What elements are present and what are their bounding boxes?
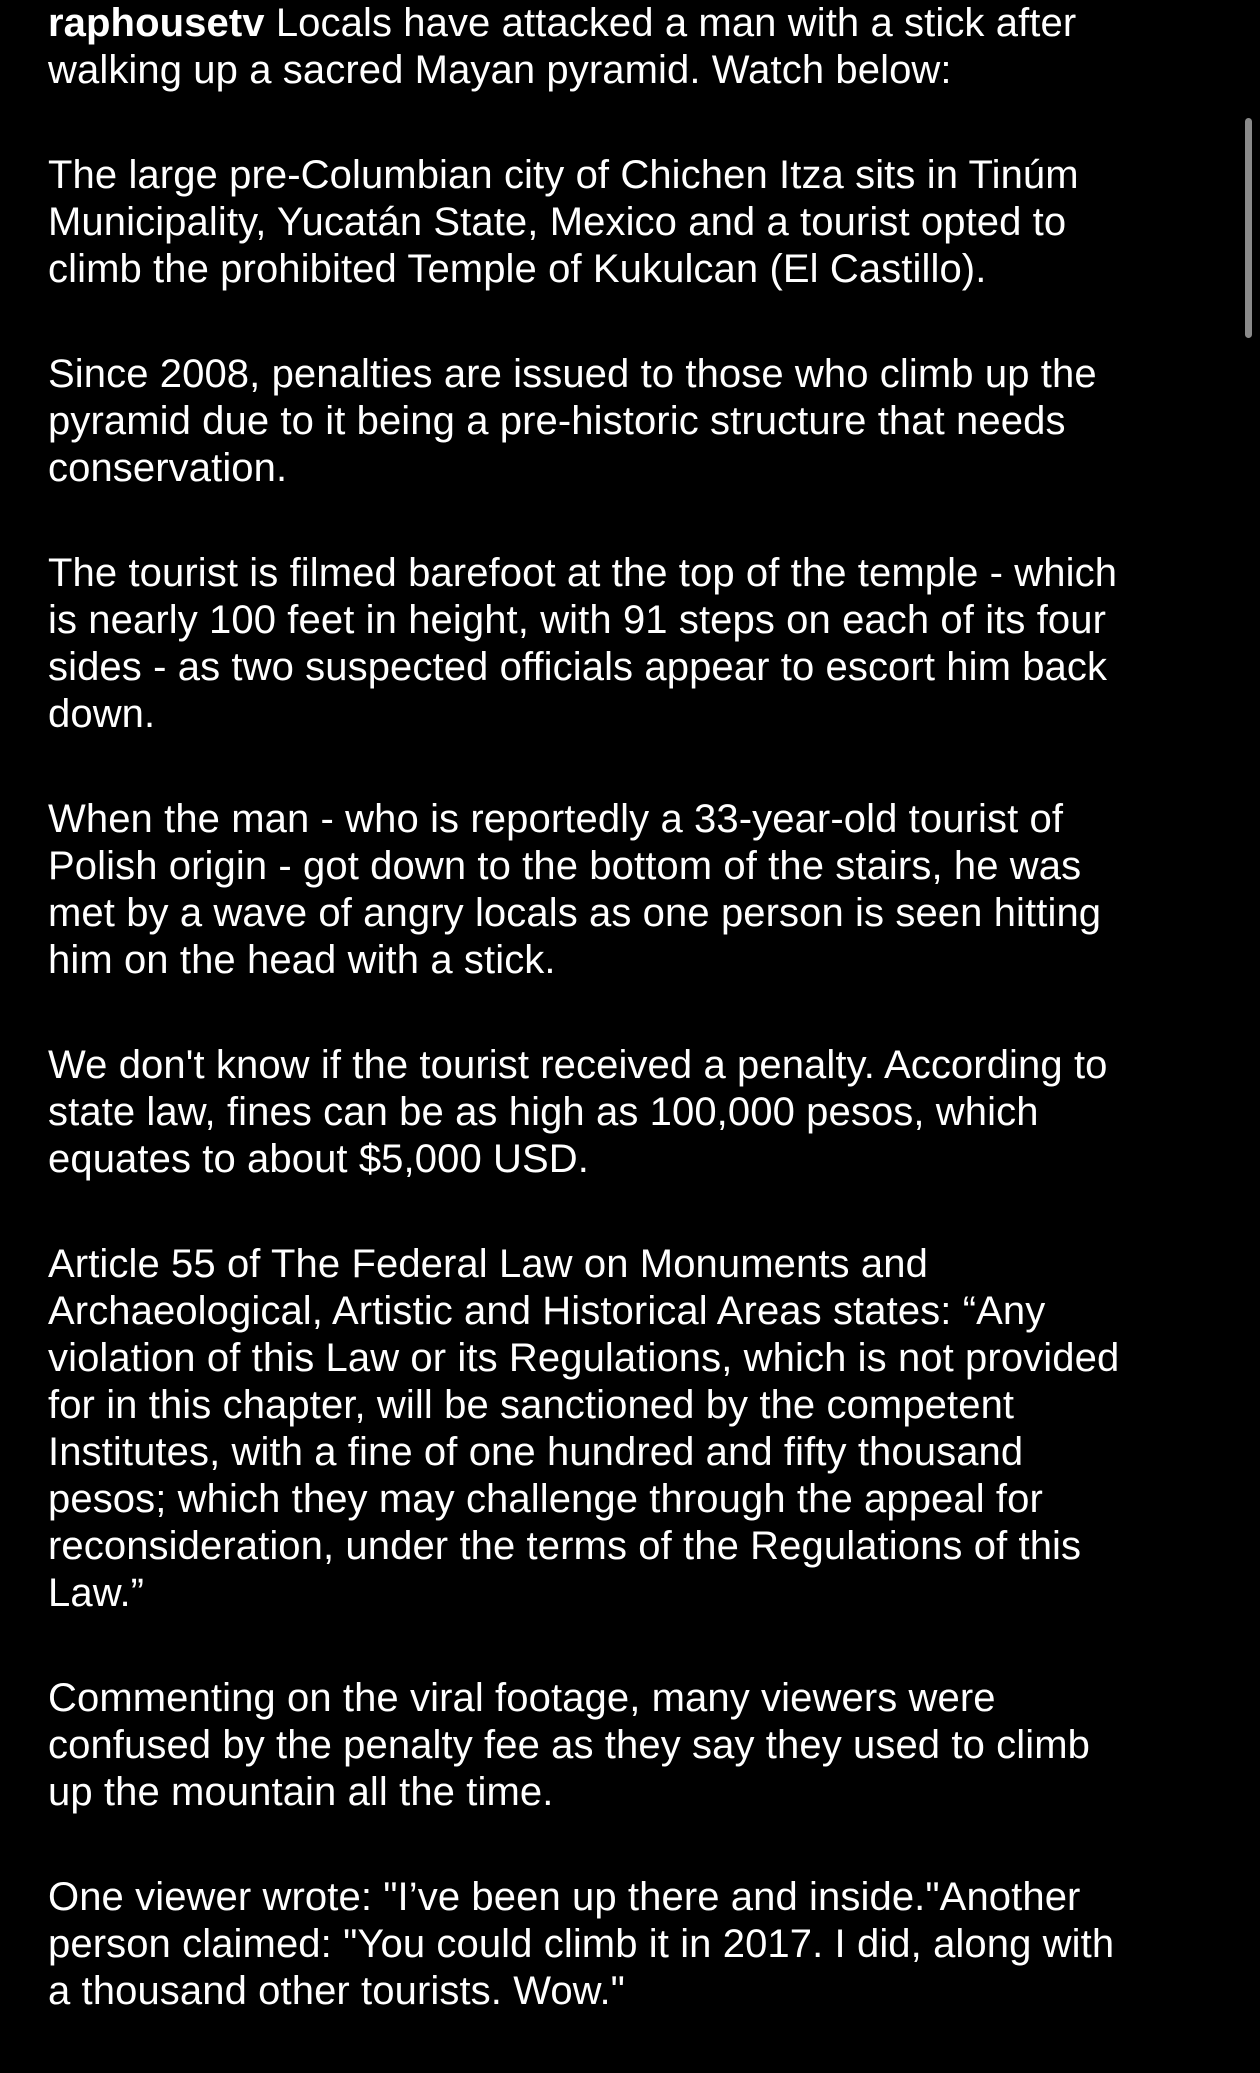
caption-paragraph: When the man - who is reportedly a 33-year-old tourist of Polish origin - got down to the bottom of the stairs, he was met by a wave of angry locals as one person is seen hitting him on the head with a stick. — [48, 797, 1102, 982]
caption-headline — [48, 0, 1218, 94]
post-caption — [48, 0, 1218, 2073]
caption-paragraph: The large pre-Columbian city of Chichen Itza sits in Tinúm Municipality, Yucatán State, Mexico and a tourist opted to climb the prohibited Temple of Kukulcan (El Castillo). — [48, 153, 1079, 291]
caption-paragraph: Commenting on the viral footage, many viewers were confused by the penalty fee as they say they used to climb up the mountain all the time. — [48, 1676, 1090, 1814]
caption-paragraph: Article 55 of The Federal Law on Monuments and Archaeological, Artistic and Historical Areas states: “Any violation of this Law or its Regulations, which is not provided for in this chapter, will be sanctioned by the competent Institutes, with a fine of one hundred and fifty thousand pesos; which they may challenge through the appeal for reconsideration, under the terms of the Regulations of this Law.” — [48, 1242, 1120, 1615]
caption-paragraph: We don't know if the tourist received a penalty. According to state law, fines can be as high as 100,000 pesos, which equates to about $5,000 USD. — [48, 1043, 1108, 1181]
caption-paragraph: One viewer wrote: "I’ve been up there and inside."Another person claimed: "You could climb it in 2017. I did, along with a thousand other tourists. Wow." — [48, 1875, 1115, 2013]
username[interactable]: raphousetv — [48, 1, 265, 45]
headline-text: Locals have attacked a man with a stick after walking up a sacred Mayan pyramid. Watch below: — [48, 1, 1077, 92]
caption-paragraph: The tourist is filmed barefoot at the top of the temple - which is nearly 100 feet in height, with 91 steps on each of its four sides - as two suspected officials appear to escort him back down. — [48, 551, 1118, 736]
scrollbar[interactable] — [1245, 118, 1252, 338]
caption-paragraph: Since 2008, penalties are issued to those who climb up the pyramid due to it being a pre-historic structure that needs conservation. — [48, 352, 1097, 490]
